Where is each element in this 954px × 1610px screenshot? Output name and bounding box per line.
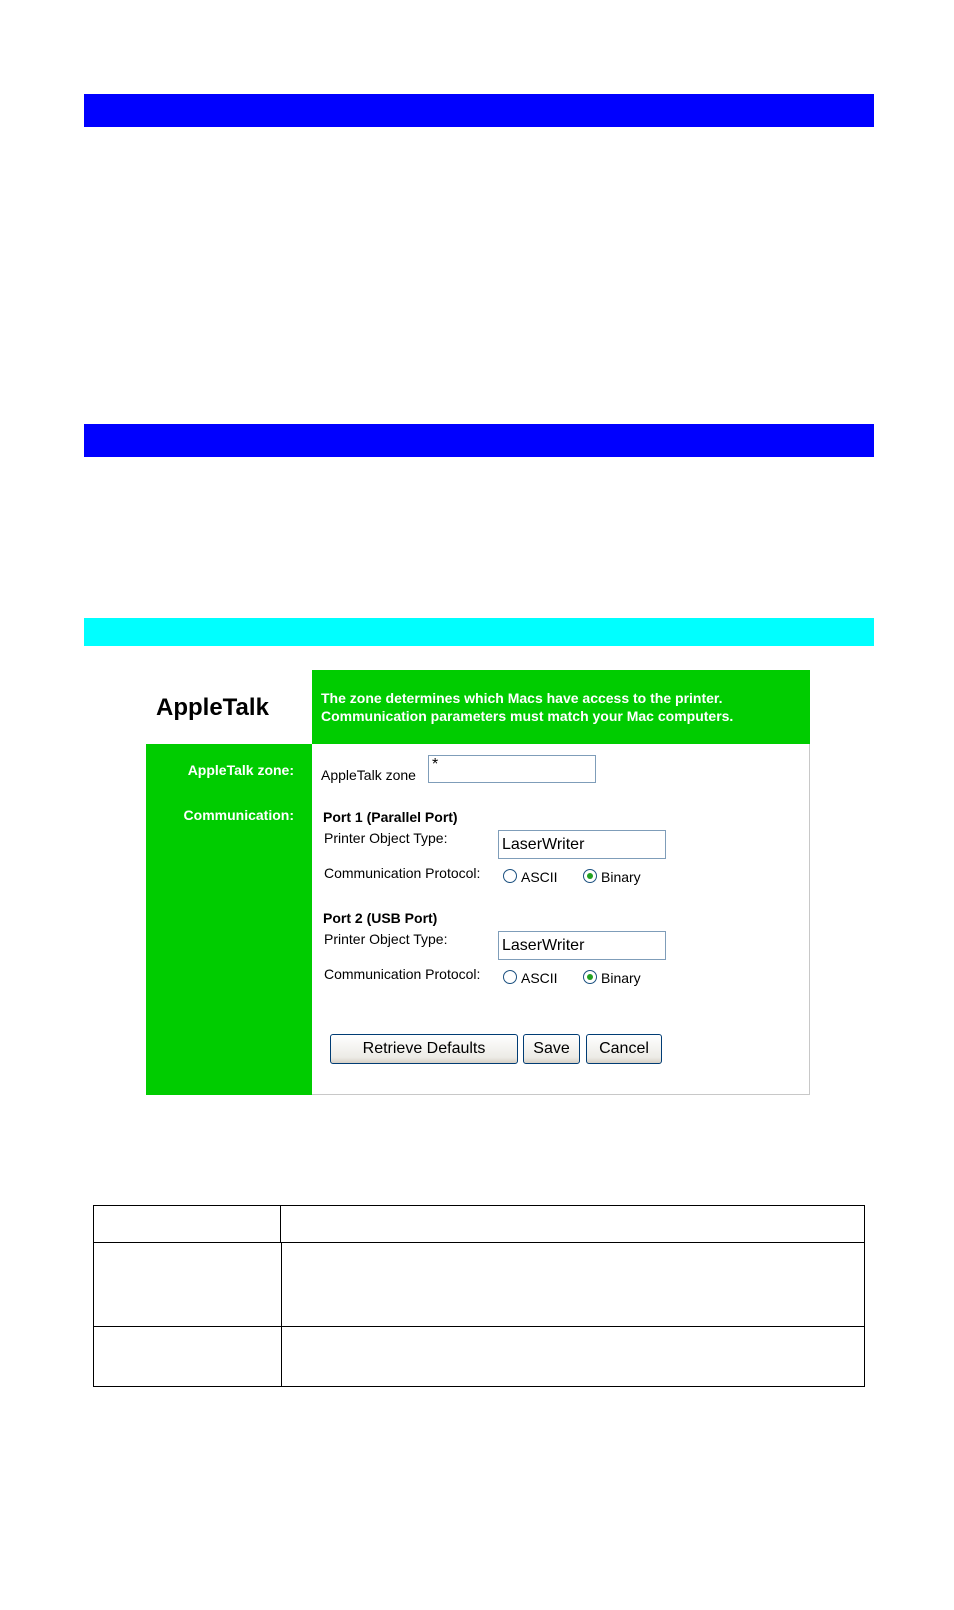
sidebar xyxy=(146,744,312,1095)
panel-title-cell xyxy=(146,670,312,744)
port1-protocol-label: Communication Protocol: xyxy=(324,865,481,881)
port1-binary-label: Binary xyxy=(601,869,641,885)
retrieve-defaults-button[interactable]: Retrieve Defaults xyxy=(330,1034,518,1064)
panel-header xyxy=(312,670,810,744)
port1-ascii-label: ASCII xyxy=(521,869,558,885)
settings-form xyxy=(312,744,810,1095)
port2-binary-radio[interactable] xyxy=(583,970,597,984)
appletalk-settings-panel xyxy=(146,670,810,1095)
description-table xyxy=(93,1205,865,1387)
table-header-cell xyxy=(280,1205,865,1243)
section-heading-bar xyxy=(84,424,874,457)
page-title: AppleTalk xyxy=(156,694,269,721)
port1-object-type-input[interactable] xyxy=(498,830,666,859)
table-cell xyxy=(281,1326,865,1387)
description-line: Communication parameters must match your Mac computers. xyxy=(321,708,734,724)
port2-protocol-label: Communication Protocol: xyxy=(324,966,481,982)
cancel-button[interactable]: Cancel xyxy=(586,1034,662,1064)
port2-ascii-radio[interactable] xyxy=(503,970,517,984)
port1-heading: Port 1 (Parallel Port) xyxy=(323,809,458,825)
port1-binary-radio[interactable] xyxy=(583,869,597,883)
port2-object-type-input[interactable] xyxy=(498,931,666,960)
table-cell xyxy=(281,1242,865,1327)
port1-ascii-radio[interactable] xyxy=(503,869,517,883)
sidebar-label-communication: Communication: xyxy=(183,807,294,823)
table-cell xyxy=(93,1242,282,1327)
port2-object-type-label: Printer Object Type: xyxy=(324,931,448,947)
save-button[interactable]: Save xyxy=(523,1034,580,1064)
sidebar-label-appletalk-zone: AppleTalk zone: xyxy=(187,762,294,778)
port2-heading: Port 2 (USB Port) xyxy=(323,910,438,926)
table-cell xyxy=(93,1326,282,1387)
panel-description xyxy=(321,689,801,725)
figure-heading-bar xyxy=(84,618,874,646)
section-heading-bar xyxy=(84,94,874,127)
port2-ascii-label: ASCII xyxy=(521,970,558,986)
appletalk-zone-label: AppleTalk zone xyxy=(321,767,416,783)
port1-object-type-label: Printer Object Type: xyxy=(324,830,448,846)
description-line: The zone determines which Macs have access to the printer. xyxy=(321,690,723,706)
port2-binary-label: Binary xyxy=(601,970,641,986)
table-header-cell xyxy=(93,1205,281,1243)
appletalk-zone-input[interactable] xyxy=(428,755,596,783)
